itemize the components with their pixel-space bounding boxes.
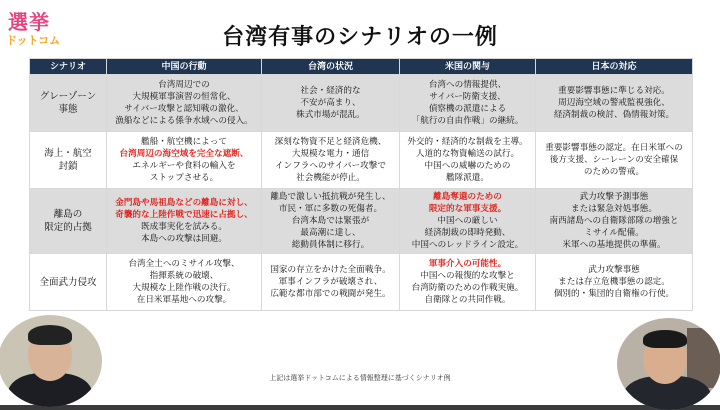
- cell-line: 大規模軍事演習の恒常化、: [132, 92, 236, 102]
- slide-title: 台湾有事のシナリオの一例: [222, 25, 498, 50]
- cell-line: 重要影響事態の認定。在日米軍への: [545, 143, 683, 153]
- cell-line: 株式市場が混乱。: [296, 110, 365, 120]
- scenario-label-line: 海上・航空: [44, 148, 92, 159]
- header-china: 中国の行動: [107, 59, 262, 75]
- scenario-label-line: グレーゾーン: [39, 91, 97, 102]
- cell-japan: [536, 189, 693, 254]
- cell-line: 個別的・集団的自衛権の行使。: [553, 289, 675, 299]
- cell-japan: [536, 132, 693, 189]
- cell-line: 最高潮に達し、: [300, 228, 361, 238]
- cell-line: 後方支援、シーレーンの安全確保: [549, 155, 679, 165]
- cell-line: 台湾防衛のための作戦実施。: [411, 283, 524, 293]
- cell-line: 限定的な軍事支援。: [428, 204, 507, 214]
- cell-china: [107, 75, 262, 132]
- cell-line: または存立危機事態の認定。: [558, 277, 670, 287]
- cell-line: 武力攻撃事態: [588, 265, 640, 275]
- webcam-right-speaker: [617, 318, 720, 410]
- webcam-left-speaker: [0, 315, 102, 407]
- cell-line: 指揮系統の破壊、: [149, 271, 219, 281]
- cell-line: 偵察機の派遣による: [428, 104, 507, 114]
- cell-line: 中国への厳しい: [437, 216, 498, 226]
- scenario-label: [30, 254, 107, 311]
- cell-line: 艦隊派遣。: [446, 173, 489, 183]
- logo-text-main: 選挙: [8, 10, 50, 34]
- cell-line: 深刻な物資不足と経済危機、: [274, 137, 387, 147]
- cell-line: ミサイル配備。: [584, 228, 644, 238]
- cell-line: 武力攻撃予測事態: [579, 192, 649, 202]
- cell-line: 総動員体制に移行。: [291, 240, 370, 250]
- cell-line: 台湾本島では緊張が: [291, 216, 370, 226]
- cell-line: 大規模な上陸作戦の決行。: [132, 283, 236, 293]
- header-japan: 日本の対応: [536, 59, 693, 75]
- cell-line: 大規模な電力・通信: [291, 149, 370, 159]
- scenario-table: [29, 58, 693, 311]
- cell-line: 台湾への情報提供、: [428, 80, 507, 90]
- cell-line: インフラへのサイバー攻撃で: [275, 161, 386, 171]
- cell-line: 台湾全土へのミサイル攻撃、: [128, 259, 240, 269]
- speaker-left-hair: [28, 325, 72, 345]
- cell-line: 「航行の自由作戦」の継続。: [411, 116, 524, 126]
- cell-line: 自衛隊との共同作戦。: [424, 295, 511, 305]
- cell-china: [107, 189, 262, 254]
- cell-line: 市民・軍に多数の死傷者。: [278, 204, 383, 214]
- cell-line: 台湾周辺での: [158, 80, 210, 90]
- table-header-row: [30, 59, 693, 75]
- cell-line: 国家の存立をかけた全面戦争。: [270, 265, 391, 275]
- cell-line: 社会・経済的な: [300, 86, 361, 96]
- cell-line: 社会機能が停止。: [296, 173, 365, 183]
- cell-line: 金門島や馬祖島などの離島に対し、: [115, 198, 253, 208]
- scenario-label: [30, 189, 107, 254]
- cell-japan: [536, 75, 693, 132]
- header-us: 米国の関与: [400, 59, 536, 75]
- table-row: [30, 189, 693, 254]
- cell-line: ストップさせる。: [149, 173, 219, 183]
- cell-line: 米軍への基地提供の準備。: [562, 240, 666, 250]
- table-row: [30, 254, 693, 311]
- cell-taiwan: [262, 189, 400, 254]
- cell-line: 経済制裁の即時発動、: [424, 228, 511, 238]
- cell-line: 重要影響事態に準じる対応。: [558, 86, 670, 96]
- header-taiwan: 台湾の状況: [262, 59, 400, 75]
- cell-taiwan: [262, 75, 400, 132]
- logo-text-sub: ドットコム: [6, 34, 61, 47]
- cell-china: [107, 254, 262, 311]
- cell-line: エネルギーや食料の輸入を: [132, 161, 236, 171]
- cell-us: [400, 254, 536, 311]
- cell-line: 奇襲的な上陸作戦で迅速に占拠し、: [115, 210, 253, 220]
- cell-china: [107, 132, 262, 189]
- cell-line: 中国への報復的な攻撃と: [420, 271, 515, 281]
- cell-us: [400, 75, 536, 132]
- cell-us: [400, 132, 536, 189]
- cell-line: 人道的な物資輸送の試行。: [415, 149, 520, 159]
- scenario-label-line: 封鎖: [58, 161, 78, 172]
- cell-line: 中国へのレッドライン設定。: [411, 240, 524, 250]
- cell-line: 経済制裁の検討、偽情報対策。: [553, 110, 675, 120]
- cell-line: 周辺海空域の警戒監視強化、: [558, 98, 670, 108]
- cell-line: 不安が高まり、: [300, 98, 361, 108]
- cell-japan: [536, 254, 693, 311]
- table-row: [30, 75, 693, 132]
- cell-line: 本島への攻撃は回避。: [141, 234, 227, 244]
- header-scenario: シナリオ: [30, 59, 107, 75]
- cell-line: のための警戒。: [583, 167, 645, 177]
- cell-line: 既成事実化を試みる。: [141, 222, 227, 232]
- cell-line: 漁船などによる係争水域への侵入。: [115, 116, 253, 126]
- cell-us: [400, 189, 536, 254]
- cell-line: 南西諸島への自衛隊部隊の増強と: [549, 216, 679, 226]
- cell-line: サイバー攻撃と認知戦の激化、: [124, 104, 244, 114]
- cell-line: 外交的・経済的な制裁を主導。: [407, 137, 528, 147]
- cell-taiwan: [262, 132, 400, 189]
- cell-line: 広範な都市部での戦闘が発生。: [270, 289, 391, 299]
- cell-taiwan: [262, 254, 400, 311]
- source-caption: 上記は選挙ドットコムによる情報整理に基づくシナリオ例: [269, 374, 451, 382]
- cell-line: 離島奪還のための: [433, 192, 502, 202]
- scenario-label: [30, 132, 107, 189]
- cell-line: 在日米軍基地への攻撃。: [136, 295, 232, 305]
- cell-line: 艦船・航空機によって: [141, 137, 227, 147]
- cell-line: サイバー防衛支援、: [429, 92, 506, 102]
- cell-line: 台湾周辺の海空域を完全な遮断、: [119, 149, 249, 159]
- cell-line: 中国への威嚇のための: [424, 161, 511, 171]
- cell-line: 軍事介入の可能性。: [428, 259, 507, 269]
- cell-line: または緊急対処事態。: [571, 204, 657, 214]
- scenario-label-line: 事態: [58, 104, 78, 115]
- scenario-label: [30, 75, 107, 132]
- table-row: [30, 132, 693, 189]
- scenario-label-line: 全面武力侵攻: [39, 276, 97, 288]
- speaker-right-hair: [643, 330, 687, 348]
- scenario-label-line: 限定的占拠: [44, 222, 92, 233]
- cell-line: 軍事インフラが破壊され、: [278, 277, 383, 287]
- scenario-label-line: 離島の: [53, 209, 83, 220]
- cell-line: 離島で激しい抵抗戦が発生し、: [270, 192, 391, 202]
